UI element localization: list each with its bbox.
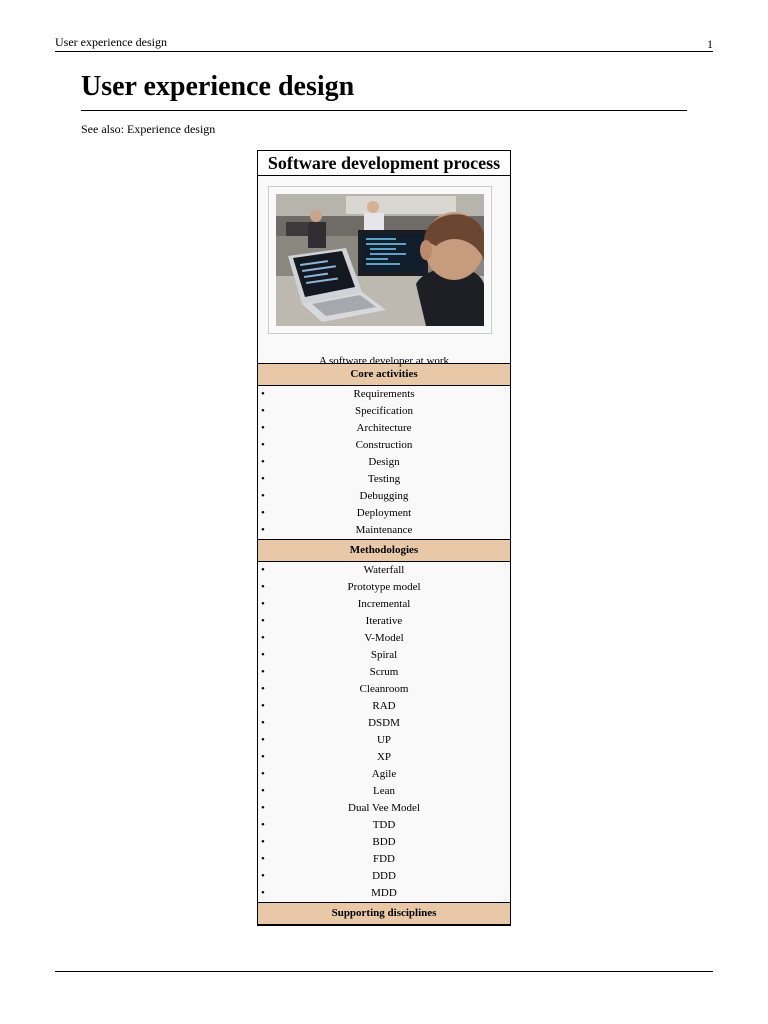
see-also-note [81,121,215,137]
developer-photo-illustration [276,194,484,326]
page-number: 1 [707,37,713,51]
list-item [258,505,510,522]
bullet-icon: • [261,751,265,763]
bullet-icon: • [261,615,265,627]
infobox-item-link[interactable]: Dual Vee Model [348,802,420,814]
list-item [258,715,510,732]
list-item [258,437,510,454]
see-also-link[interactable]: Experience design [127,122,216,136]
bullet-icon: • [261,581,265,593]
list-item [258,732,510,749]
bullet-icon: • [261,666,265,678]
list-item [258,834,510,851]
infobox-item-link[interactable]: UP [376,734,392,746]
infobox-item-link[interactable]: Waterfall [363,564,405,576]
infobox-item-link[interactable]: Architecture [356,422,412,434]
bullet-icon: • [261,836,265,848]
infobox-image-cell [258,176,510,367]
infobox-item-link[interactable]: Design [368,456,400,468]
page-title: User experience design [81,70,687,111]
list-item [258,800,510,817]
infobox-item-link[interactable]: V-Model [364,632,404,644]
infobox-item-link[interactable]: Iterative [365,615,403,627]
infobox-item-link[interactable]: Spiral [370,649,398,661]
list-item [258,647,510,664]
infobox-item-link[interactable]: Specification [354,405,414,417]
footer-rule [55,971,713,972]
infobox-section-heading: Core activities [258,364,510,386]
list-item [258,613,510,630]
developer-photo[interactable] [276,194,484,326]
infobox-title: Software development process [258,151,510,176]
bullet-icon: • [261,456,265,468]
bullet-icon: • [261,422,265,434]
bullet-icon: • [261,439,265,451]
bullet-icon: • [261,717,265,729]
infobox-section-list [258,562,510,902]
infobox-section-heading: Methodologies [258,539,510,562]
infobox-item-link[interactable]: MDD [371,887,397,899]
list-item [258,868,510,885]
bullet-icon: • [261,490,265,502]
list-item [258,488,510,505]
running-header-title: User experience design [55,35,167,49]
bullet-icon: • [261,853,265,865]
bullet-icon: • [261,649,265,661]
infobox-item-link[interactable]: Agile [371,768,397,780]
infobox-sections [258,364,510,925]
list-item [258,851,510,868]
infobox-item-link[interactable]: DSDM [368,717,400,729]
bullet-icon: • [261,768,265,780]
infobox-thumbnail-frame[interactable] [268,186,492,334]
infobox-item-link[interactable]: Requirements [353,388,415,400]
bullet-icon: • [261,473,265,485]
list-item [258,664,510,681]
list-item [258,386,510,403]
list-item [258,420,510,437]
infobox-item-link[interactable]: Construction [355,439,413,451]
infobox-item-link[interactable]: Deployment [356,507,412,519]
bullet-icon: • [261,564,265,576]
running-header [55,35,713,52]
infobox-item-link[interactable]: BDD [372,836,396,848]
infobox-item-link[interactable]: RAD [372,700,396,712]
infobox-image-caption: A software developer at work [318,355,450,367]
see-also-prefix: See also: [81,122,127,136]
infobox-item-link[interactable]: FDD [372,853,395,865]
infobox-item-link[interactable]: XP [376,751,392,763]
bullet-icon: • [261,598,265,610]
infobox-item-link[interactable]: Incremental [357,598,411,610]
infobox-item-link[interactable]: Debugging [359,490,409,502]
infobox-item-link[interactable]: DDD [372,870,396,882]
list-item [258,454,510,471]
list-item [258,885,510,902]
infobox-item-link[interactable]: Cleanroom [359,683,409,695]
bullet-icon: • [261,388,265,400]
list-item [258,698,510,715]
infobox-item-link[interactable]: Prototype model [347,581,421,593]
bullet-icon: • [261,524,265,536]
list-item [258,749,510,766]
infobox [257,150,511,926]
list-item [258,596,510,613]
bullet-icon: • [261,819,265,831]
infobox-item-link[interactable]: Testing [367,473,401,485]
list-item [258,630,510,647]
infobox-section-list [258,386,510,539]
list-item [258,681,510,698]
list-item [258,562,510,579]
bullet-icon: • [261,802,265,814]
infobox-item-link[interactable]: TDD [372,819,396,831]
infobox-item-link[interactable]: Maintenance [355,524,413,536]
bullet-icon: • [261,734,265,746]
infobox-section-heading: Supporting disciplines [258,902,510,925]
list-item [258,766,510,783]
infobox-item-link[interactable]: Scrum [369,666,399,678]
list-item [258,522,510,539]
list-item [258,579,510,596]
infobox-item-link[interactable]: Lean [373,785,395,797]
bullet-icon: • [261,683,265,695]
bullet-icon: • [261,700,265,712]
list-item [258,471,510,488]
bullet-icon: • [261,632,265,644]
list-item [258,817,510,834]
bullet-icon: • [261,870,265,882]
bullet-icon: • [261,507,265,519]
list-item [258,403,510,420]
bullet-icon: • [261,887,265,899]
bullet-icon: • [261,785,265,797]
list-item [258,783,510,800]
bullet-icon: • [261,405,265,417]
